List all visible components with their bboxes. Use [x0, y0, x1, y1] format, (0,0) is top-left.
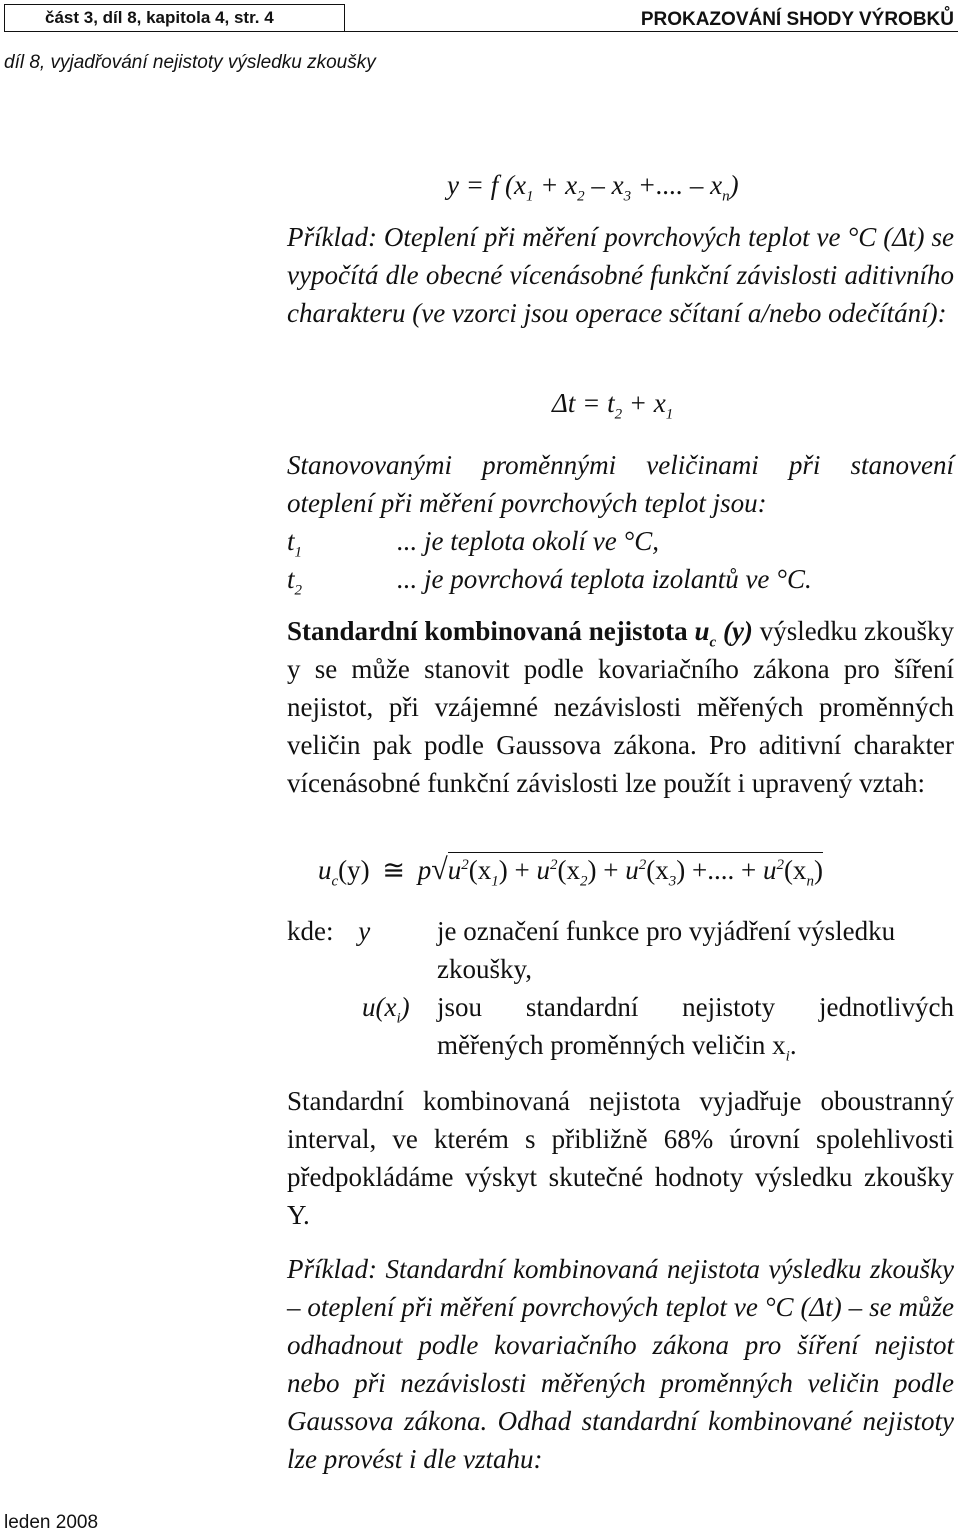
where-symbol: y — [358, 916, 371, 946]
combined-uncertainty-paragraph: Standardní kombinovaná nejistota $u_c$ (y) výsledku zkoušky y se může stanovit podle kovariačního zákona pro šíření nejistot, při vzájemné nezávislosti měřených proměnných veličin pak podle Gaussova zákona. Pro aditivní charakter vícenásobné funkční závislosti lze použít i upravený vztah: — [287, 616, 954, 798]
where-label: kde: — [287, 916, 334, 946]
where-definitions — [287, 912, 954, 1064]
example-paragraph-2: Příklad: Standardní kombinovaná nejistota výsledku zkoušky – oteplení při měření povrchových teplot ve °C (Δt) – se může odhadnout podle kovariačního zákona pro šíření nejistot nebo při nezávislosti měřených proměnných veličin podle Gaussova zákona. Odhad standardní kombinované nejistoty lze provést i dle vztahu: — [287, 1254, 954, 1474]
variable-description: ... je povrchová teplota izolantů ve °C. — [397, 564, 812, 594]
formula-delta-t — [552, 388, 674, 423]
formula-sub: 3 — [623, 188, 632, 205]
variable-description: ... je teplota okolí ve °C, — [397, 526, 659, 556]
where-row-uxi — [287, 988, 954, 1064]
variables-intro: Stanovovanými proměnnými veličinami při stanovení oteplení při měření povrchových teplot jsou: — [287, 450, 954, 518]
where-symbol: $u(x_i)$ — [362, 992, 410, 1027]
sqrt-symbol: √ — [431, 853, 448, 886]
variable-symbol: $t_2$ — [287, 564, 303, 599]
paragraph-text: výsledku zkoušky y se může stanovit podle kovariačního zákona pro šíření nejistot, při vzájemné nezávislosti měřených proměnných veličin pak podle Gaussova zákona. Pro aditivní charakter vícenásobné funkční závislosti lze použít i upravený vztah: — [287, 616, 954, 798]
formula-sum-part: ) — [729, 170, 739, 200]
header-chapter-box — [4, 4, 345, 32]
formula-sub: 1 — [665, 406, 674, 423]
where-description: je označení funkce pro vyjádření výsledku zkoušky, — [437, 916, 896, 984]
example-paragraph-1: Příklad: Oteplení při měření povrchových teplot ve °C (Δt) se vypočítá dle obecné vícenásobné funkční závislosti aditivního charakteru (ve vzorci jsou operace sčítaní a/nebo odečítání): — [287, 222, 954, 328]
formula-sum-part: + x — [533, 170, 578, 200]
variable-t2 — [287, 560, 812, 598]
formula-combined-uncertainty: $u_c(y)$ ≅ $p√u^2(x_1) + u^2(x_2) + u^2(x_3)$ +.... + $u^2(x_n)$ — [318, 853, 823, 890]
formula-part: + x — [622, 388, 666, 418]
variable-symbol: $t_1$ — [287, 526, 303, 561]
formula-sub: 2 — [577, 188, 585, 205]
where-key — [287, 912, 437, 988]
formula-sum — [447, 170, 739, 205]
interval-paragraph: Standardní kombinovaná nejistota vyjadřuje oboustranný interval, ve kterém s přibližně 68% úrovní spolehlivosti předpokládáme výskyt skutečné hodnoty výsledku zkoušky Y. — [287, 1086, 954, 1230]
formula-part: Δt = t — [552, 388, 615, 418]
formula-sub: n — [722, 188, 730, 205]
sqrt-radicand: $u^2(x_1) + u^2(x_2) + u^2(x_3)$ +.... + $u^2(x_n)$ — [448, 852, 823, 886]
header-subtitle: díl 8, vyjadřování nejistoty výsledku zkoušky — [4, 52, 376, 73]
formula-sum-part: +.... – x — [631, 170, 723, 200]
formula-sum-part: y = f (x — [447, 170, 526, 200]
approx-symbol: ≅ — [382, 855, 406, 885]
header-section-title: PROKAZOVÁNÍ SHODY VÝROBKŮ — [640, 9, 954, 30]
where-description: jsou standardní nejistoty jednotlivých měřených proměnných veličin $x_i$. — [437, 992, 954, 1065]
formula-p: p — [417, 855, 432, 885]
uc-symbol: u — [694, 616, 710, 646]
formula-sub: 1 — [525, 188, 534, 205]
footer-date: leden 2008 — [4, 1512, 99, 1533]
bold-lead: Standardní kombinovaná nejistota — [287, 616, 695, 646]
header-chapter-label: část 3, díl 8, kapitola 4, str. 4 — [45, 8, 274, 27]
formula-sum-part: – x — [584, 170, 624, 200]
where-row-y — [287, 912, 954, 988]
header-rule — [345, 31, 958, 32]
variable-t1 — [287, 522, 659, 560]
formula-sub: 2 — [614, 406, 623, 423]
